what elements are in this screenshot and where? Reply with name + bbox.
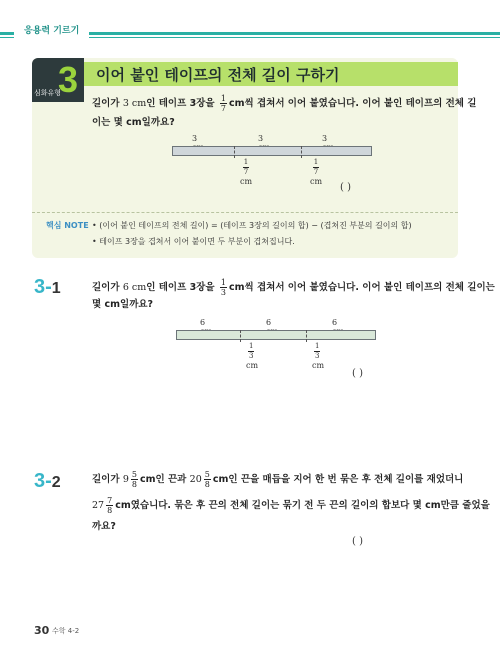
overlap-label: $\frac{1}{3}$ cm bbox=[312, 342, 325, 370]
problem-title: 이어 붙인 테이프의 전체 길이 구하기 bbox=[96, 66, 340, 84]
note-line: • (이어 붙인 테이프의 전체 길이) = (테이프 3장의 길이의 합) − (겹쳐진 부분의 길이의 합) bbox=[92, 221, 412, 230]
page-number: 30 bbox=[34, 624, 50, 637]
fraction: $\frac{1}{7}$ bbox=[220, 94, 226, 113]
problem-tag: 심화유형 bbox=[34, 89, 62, 97]
tape-label: 6 bbox=[200, 318, 206, 327]
problem-text-line1: 길이가 3 cm인 테이프 3장을 $\frac{1}{7}$ cm씩 겹쳐서 이어 붙였습니다. 이어 붙인 테이프의 전체 길 bbox=[92, 94, 477, 113]
question-text-line2: 27 $\frac{7}{8}$ cm였습니다. 묶은 후 끈의 전체 길이는 묶기 전 두 끈의 길이의 합보다 몇 cm만큼 줄었을 bbox=[92, 496, 490, 515]
problem-text-line2: 이는 몇 cm일까요? bbox=[92, 117, 175, 128]
note-divider bbox=[32, 212, 458, 213]
tape-strip bbox=[176, 330, 376, 340]
overlap-mark bbox=[240, 330, 241, 342]
overlap-mark bbox=[234, 146, 235, 158]
note-label: 핵심 NOTE bbox=[46, 221, 89, 230]
question-text-line2: 몇 cm일까요? bbox=[92, 299, 154, 310]
answer-blank[interactable]: ( ) bbox=[340, 182, 351, 193]
question-text-line1: 길이가 6 cm인 테이프 3장을 $\frac{1}{3}$ cm씩 겹쳐서 이어 붙였습니다. 이어 붙인 테이프의 전체 길이는 bbox=[92, 278, 495, 297]
question-number: 3-1 bbox=[34, 276, 61, 298]
book-title: 수학 4-2 bbox=[52, 627, 80, 635]
question-text-line1: 길이가 9 $\frac{5}{8}$ cm인 끈과 20 $\frac{5}{8}$ cm인 끈을 매듭을 지어 한 번 묶은 후 전체 길이를 재었더니 bbox=[92, 470, 464, 489]
overlap-label: $\frac{1}{7}$ cm bbox=[240, 158, 253, 186]
overlap-mark bbox=[306, 330, 307, 342]
answer-blank[interactable]: ( ) bbox=[352, 368, 363, 379]
question-number: 3-2 bbox=[34, 470, 61, 492]
tape-label: 3 bbox=[322, 134, 328, 143]
note-line: • 테이프 3장을 겹쳐서 이어 붙이면 두 부분이 겹쳐집니다. bbox=[92, 237, 295, 246]
tape-label: 3 bbox=[192, 134, 198, 143]
tape-label: 3 bbox=[258, 134, 264, 143]
question-text-line3: 까요? bbox=[92, 521, 116, 532]
tape-label: 6 bbox=[266, 318, 272, 327]
section-header: 응용력 기르기 bbox=[14, 24, 89, 38]
tape-strip bbox=[172, 146, 372, 156]
answer-blank[interactable]: ( ) bbox=[352, 536, 363, 547]
problem-number: 3 bbox=[58, 59, 79, 100]
tape-label: 6 bbox=[332, 318, 338, 327]
overlap-mark bbox=[301, 146, 302, 158]
overlap-label: $\frac{1}{3}$ cm bbox=[246, 342, 259, 370]
overlap-label: $\frac{1}{7}$ cm bbox=[310, 158, 323, 186]
